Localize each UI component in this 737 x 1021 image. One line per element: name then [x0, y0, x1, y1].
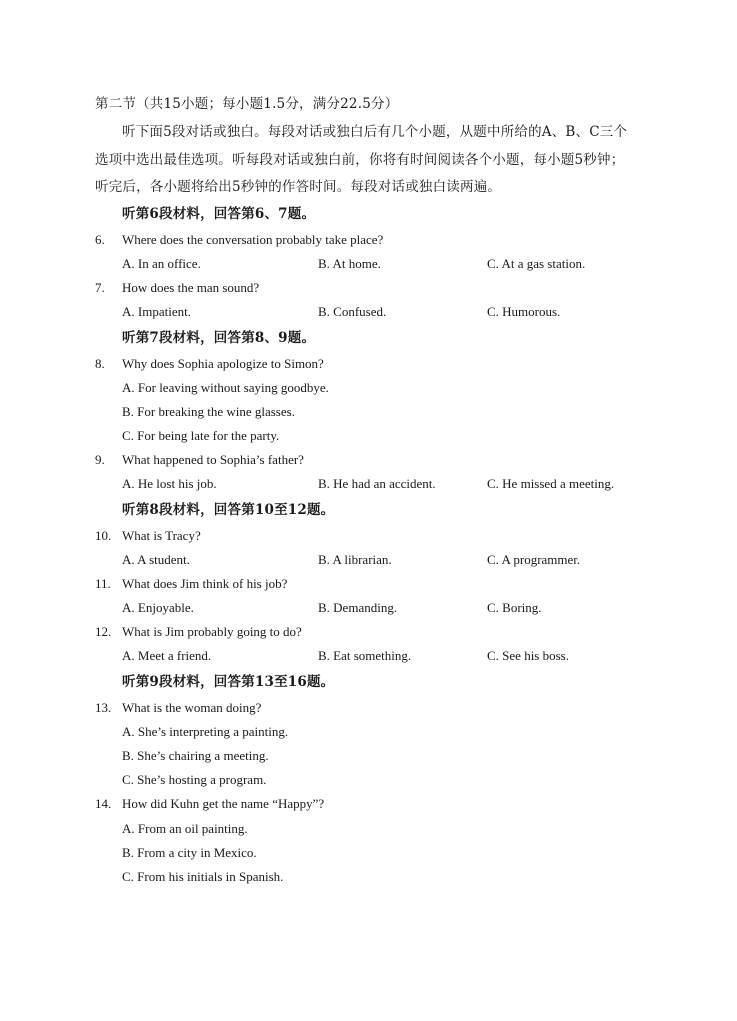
option-c: C. For being late for the party.: [122, 428, 280, 443]
instructions-line-3: 听完后，各小题将给出5秒钟的作答时间。每段对话或独白读两遍。: [95, 179, 502, 195]
question-number: 8.: [95, 356, 105, 371]
option-c: C. At a gas station.: [487, 256, 586, 271]
option-b: B. Demanding.: [318, 600, 398, 615]
option-b: B. Confused.: [318, 304, 387, 319]
question-text: How does the man sound?: [122, 280, 260, 295]
option-c: C. From his initials in Spanish.: [122, 869, 284, 884]
option-a: A. For leaving without saying goodbye.: [122, 380, 329, 395]
option-a: A. A student.: [122, 552, 190, 567]
option-c: C. Humorous.: [487, 304, 561, 319]
section-title: 第二节（共15小题；每小题1.5分，满分22.5分）: [95, 96, 399, 112]
option-a: A. Enjoyable.: [122, 600, 194, 615]
question-number: 14.: [95, 796, 112, 811]
option-a: A. In an office.: [122, 256, 201, 271]
segment-header-6: 听第6段材料，回答第6、7题。: [122, 206, 316, 222]
option-a: A. Meet a friend.: [122, 648, 212, 663]
question-text: Why does Sophia apologize to Simon?: [122, 356, 324, 371]
question-text: What is the woman doing?: [122, 700, 262, 715]
segment-header-9: 听第9段材料，回答第13至16题。: [122, 674, 335, 690]
question-text: What does Jim think of his job?: [122, 576, 288, 591]
option-c: C. A programmer.: [487, 552, 581, 567]
question-text: What is Jim probably going to do?: [122, 624, 302, 639]
option-c: C. Boring.: [487, 600, 542, 615]
question-text: What is Tracy?: [122, 528, 201, 543]
question-number: 9.: [95, 452, 105, 467]
option-a: A. Impatient.: [122, 304, 191, 319]
option-a: A. He lost his job.: [122, 476, 217, 491]
option-b: B. A librarian.: [318, 552, 392, 567]
option-c: C. He missed a meeting.: [487, 476, 615, 491]
option-a: A. She’s interpreting a painting.: [122, 724, 289, 739]
option-c: C. See his boss.: [487, 648, 569, 663]
option-b: B. At home.: [318, 256, 381, 271]
question-number: 7.: [95, 280, 105, 295]
option-b: B. She’s chairing a meeting.: [122, 748, 269, 763]
question-text: Where does the conversation probably take place?: [122, 232, 384, 247]
option-b: B. Eat something.: [318, 648, 412, 663]
instructions-line-1: 听下面5段对话或独白。每段对话或独白后有几个小题，从题中所给的A、B、C三个: [122, 124, 628, 140]
segment-header-8: 听第8段材料，回答第10至12题。: [122, 502, 335, 518]
option-b: B. From a city in Mexico.: [122, 845, 257, 860]
question-text: How did Kuhn get the name “Happy”?: [122, 796, 325, 811]
question-number: 13.: [95, 700, 112, 715]
question-number: 12.: [95, 624, 112, 639]
segment-header-7: 听第7段材料，回答第8、9题。: [122, 330, 316, 346]
option-b: B. He had an accident.: [318, 476, 436, 491]
question-number: 11.: [95, 576, 111, 591]
option-a: A. From an oil painting.: [122, 821, 248, 836]
question-number: 10.: [95, 528, 112, 543]
instructions-line-2: 选项中选出最佳选项。听每段对话或独白前，你将有时间阅读各个小题，每小题5秒钟；: [95, 152, 625, 168]
question-text: What happened to Sophia’s father?: [122, 452, 304, 467]
option-b: B. For breaking the wine glasses.: [122, 404, 295, 419]
question-number: 6.: [95, 232, 105, 247]
option-c: C. She’s hosting a program.: [122, 772, 267, 787]
